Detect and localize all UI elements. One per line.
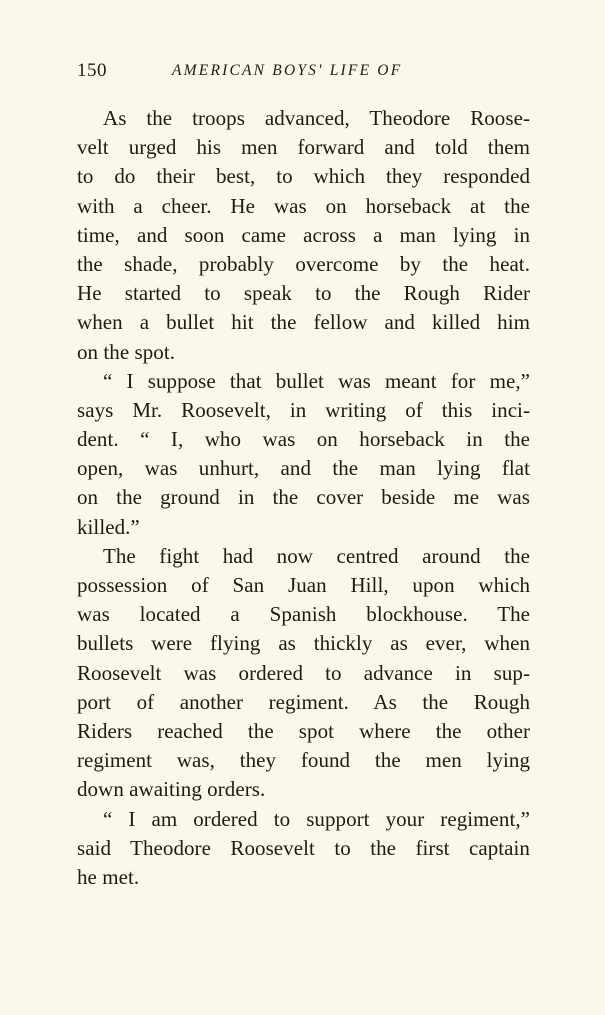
text-line: Riders reached the spot where the other	[77, 718, 530, 743]
text-line: says Mr. Roosevelt, in writing of this inci-	[77, 397, 530, 422]
text-line: bullets were flying as thickly as ever, when	[77, 631, 530, 656]
text-line: down awaiting orders.	[77, 777, 266, 802]
text-line: the shade, probably overcome by the heat.	[77, 251, 530, 276]
text-line: with a cheer. He was on horseback at the	[77, 193, 530, 218]
text-line: on the ground in the cover beside me was	[77, 485, 530, 510]
paragraph	[77, 542, 530, 805]
text-line: to do their best, to which they responded	[77, 164, 530, 189]
text-line: killed.”	[77, 514, 140, 539]
paragraph	[77, 104, 530, 367]
text-line: “ I suppose that bullet was meant for me,”	[103, 368, 530, 393]
running-title: AMERICAN BOYS' LIFE OF	[172, 62, 403, 79]
text-line: He started to speak to the Rough Rider	[77, 281, 530, 306]
text-line: when a bullet hit the fellow and killed him	[77, 310, 530, 335]
text-line: port of another regiment. As the Rough	[77, 689, 530, 714]
text-line: regiment was, they found the men lying	[77, 748, 530, 773]
text-line: said Theodore Roosevelt to the first captain	[77, 835, 530, 860]
text-line: As the troops advanced, Theodore Roose-	[103, 106, 530, 130]
body-text	[77, 104, 530, 892]
text-line: was located a Spanish blockhouse. The	[77, 602, 530, 627]
paragraph	[77, 805, 530, 893]
text-line: open, was unhurt, and the man lying flat	[77, 456, 530, 481]
text-line: he met.	[77, 864, 140, 889]
page-number: 150	[77, 60, 107, 81]
paragraph	[77, 367, 530, 542]
running-head	[77, 60, 537, 86]
text-line: time, and soon came across a man lying in	[77, 222, 530, 247]
text-line: dent. “ I, who was on horseback in the	[77, 427, 530, 452]
text-line: velt urged his men forward and told them	[77, 135, 530, 160]
text-line: possession of San Juan Hill, upon which	[77, 573, 530, 597]
text-line: Roosevelt was ordered to advance in sup-	[77, 660, 530, 685]
text-line: “ I am ordered to support your regiment,”	[103, 806, 530, 831]
text-line: on the spot.	[77, 339, 176, 364]
text-line: The fight had now centred around the	[103, 543, 530, 568]
